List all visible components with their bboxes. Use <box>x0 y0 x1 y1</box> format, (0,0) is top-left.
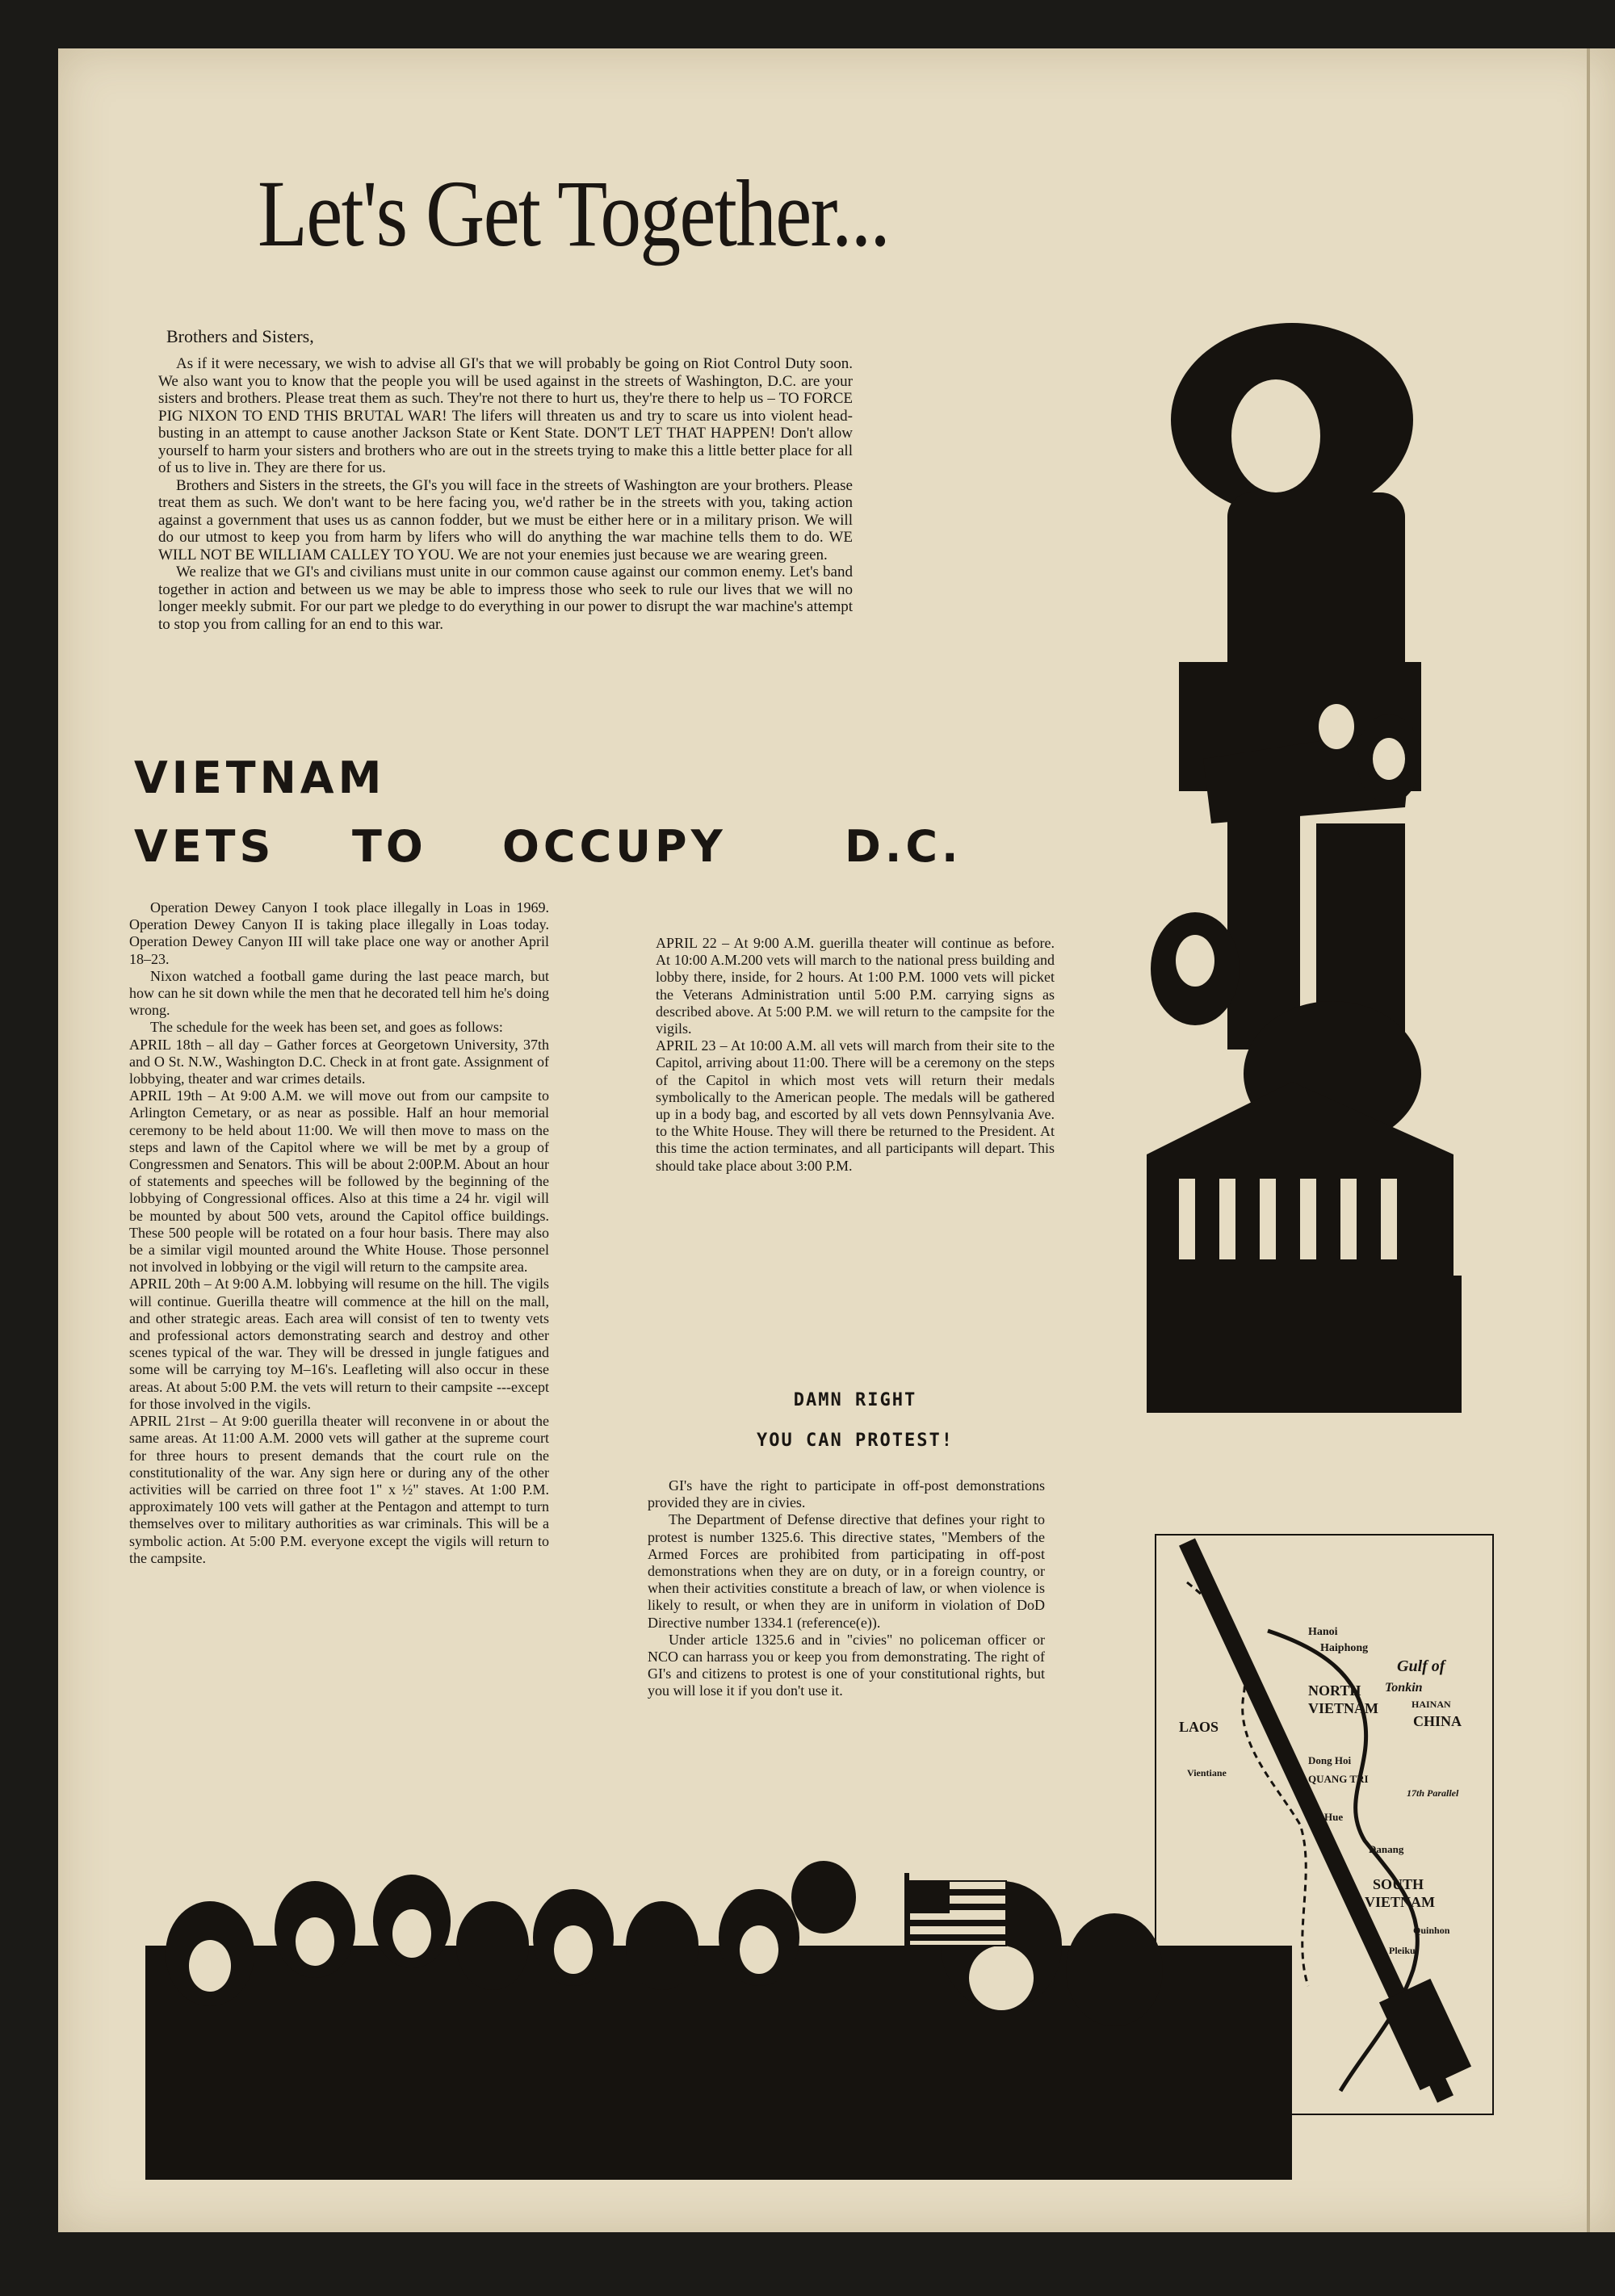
page-fold <box>1587 48 1590 2232</box>
letter-paragraph: Brothers and Sisters in the streets, the GI's you will face in the streets of Washington are your brothers. Please treat them as such. We don't want to be here facing you, we'd rather be in the streets with you, taking action against a government that uses us as cannon fodder, but we must be either here or in a military prison. We will do our utmost to keep you from harm by lifers who will do anything the war machine tells them to do. WE WILL NOT BE WILLIAM CALLEY TO YOU. We are not your enemies just because we are wearing green. <box>158 476 853 564</box>
map-label: Quinhon <box>1413 1925 1450 1936</box>
map-label: VIETNAM <box>1365 1894 1436 1910</box>
article-paragraph: Operation Dewey Canyon I took place illegally in Loas in 1969. Operation Dewey Canyon II is taking place illegally in Loas today. Operation Dewey Canyon III will take place one way or another April 18–23. <box>129 899 549 967</box>
map-label: Vientiane <box>1187 1767 1227 1779</box>
map-label: HAINAN <box>1412 1699 1451 1710</box>
schedule-entry: APRIL 20th – At 9:00 A.M. lobbying will resume on the hill. The vigils will continue. Guerilla theatre will commence at the hill on the mall, and other strategic areas. Each area will consist of ten to twenty vets and professional actors demonstrating search and destroy and other scenes typical of the war. They will be dressed in jungle fatigues and some will be carrying toy M–16's. Leafleting will also occur in these areas. At about 5:00 P.M. the vets will return to their campsite ---except for those involved in the vigils. <box>129 1276 549 1412</box>
headline-word: D.C. <box>845 821 963 872</box>
schedule-entry: APRIL 21rst – At 9:00 guerilla theater will reconvene in or about the same areas. At 11:00 A.M. 2000 vets will gather at the supreme court for three hours to present demands that the court rule on the constitutionality of the war. Any sign here or during any of the other activities will be carried on three foot 1" x ½" staves. At 1:00 P.M. approximately 100 vets will gather at the Pentagon and attempt to turn themselves over to military authorities as war criminals. This will be a symbolic action. At 5:00 P.M. everyone except the vigils will return to the campsite. <box>129 1413 549 1566</box>
protest-paragraph: Under article 1325.6 and in "civies" no policeman officer or NCO can harrass you or keep you from demonstrating. The right of GI's and citizens to protest is one of your constitutional rights, but you will lose it if you don't use it. <box>648 1631 1045 1699</box>
map-label: Haiphong <box>1320 1642 1369 1654</box>
map-label: Hanoi <box>1308 1626 1338 1638</box>
schedule-entry: APRIL 18th – all day – Gather forces at Georgetown University, 37th and O St. N.W., Washington D.C. Check in at front gate. Assignment of lobbying, theater and war crimes details. <box>129 1036 549 1087</box>
protest-column <box>648 1477 1045 1700</box>
veteran-head <box>456 1901 529 1990</box>
headline-word: OCCUPY <box>502 821 727 872</box>
protest-paragraph: The Department of Defense directive that defines your right to protest is number 1325.6. This directive states, "Members of the Armed Forces are prohibited from participating in off-post demonstrations when they are on duty, or in a foreign country, or when their activities constitute a breach of law, or when violence is likely to result, or when they are in uniform in violation of DoD Directive number 1334.1 (reference(e)). <box>648 1511 1045 1631</box>
schedule-entry: APRIL 19th – At 9:00 A.M. we will move out from our campsite to Arlington Cemetary, or as near as possible. Half an hour memorial ceremony to be held about 11:00. We will then move to mass on the steps and lawn of the Capitol where we will be met by a group of Congressmen and Senators. This will be about 2:00P.M. About an hour of statements and speeches will be followed by the beginning of the lobbying of Congressional offices. Also at this time a 24 hr. vigil will be mounted by about 500 vets, around the Capitol office buildings. These 500 people will be rotated on a four hour basis. There may also be a similar vigil mounted around the White House. Those personnel not involved in lobbying or the vigil will return to the campsite area. <box>129 1087 549 1276</box>
article-headline-line1: VIETNAM <box>134 752 386 803</box>
map-label: NORTH <box>1308 1682 1361 1699</box>
map-label: VIETNAM <box>1308 1700 1379 1716</box>
letter-paragraph: We realize that we GI's and civilians must unite in our common cause against our common enemy. Let's band together in action and between us we may be able to impress those who seek to rule our lives that we will no longer meekly submit. For our part we pledge to do everything in our power to disrupt the war machine's attempt to stop you from calling for an end to this war. <box>158 564 853 633</box>
map-label: 17th Parallel <box>1407 1787 1459 1799</box>
veteran-head <box>626 1901 698 1990</box>
letter-salutation: Brothers and Sisters, <box>166 326 314 346</box>
bottom-photo-montage <box>145 1857 1454 2180</box>
photo-collage <box>1130 307 1478 1566</box>
map-label: CHINA <box>1413 1713 1462 1729</box>
map-label: Hue <box>1324 1811 1344 1823</box>
map-label: Danang <box>1369 1843 1404 1855</box>
article-paragraph: The schedule for the week has been set, and goes as follows: <box>150 1019 503 1036</box>
map-label: Pleiku <box>1389 1945 1416 1956</box>
map-label: SOUTH <box>1373 1876 1424 1892</box>
map-label: Tonkin <box>1385 1681 1423 1695</box>
map-label: Gulf of <box>1397 1657 1445 1675</box>
rally-crowd-photo <box>1147 1276 1462 1413</box>
letter-paragraph: As if it were necessary, we wish to advise all GI's that we will probably be going on Riot Control Duty soon. We also want you to know that the people you will be used against in the streets of Washington, D.C. are your sisters and brothers. Please treat them as such. They're not there to hurt us, they're there to help us – TO FORCE PIG NIXON TO END THIS BRUTAL WAR! The lifers will threaten us and try to scare us into violent head-busting in an attempt to cause another Jackson State or Kent State. DON'T LET THAT HAPPEN! Don't allow yourself to harm your sisters and brothers who are out in the streets trying to make this a little better place for all of us to live in. They are there for us. <box>158 355 853 476</box>
map-label: QUANG TRI <box>1308 1773 1369 1785</box>
article-column-left <box>129 899 549 1567</box>
protest-heading-line2: YOU CAN PROTEST! <box>757 1431 954 1451</box>
protest-paragraph: GI's have the right to participate in off-post demonstrations provided they are in civies. <box>648 1477 1045 1511</box>
american-flag <box>909 1881 1006 1946</box>
schedule-entry: APRIL 23 – At 10:00 A.M. all vets will march from their site to the Capitol, arriving about 11:00. There will be a ceremony on the steps of the Capitol in which most vets will return their medals symbolically to the American people. The medals will be gathered up in a body bag, and escorted by all vets down Pennsylvania Ave. to the White House. They will there be returned to the President. At this time the action terminates, and all participants will depart. This should take place about 3:00 P.M. <box>656 1037 1055 1174</box>
letter-body <box>158 355 853 633</box>
veteran-head <box>791 1861 856 1934</box>
article-column-right <box>656 935 1055 1175</box>
map-label: Dong Hoi <box>1308 1754 1352 1766</box>
article-paragraph: Nixon watched a football game during the last peace march, but how can he sit down while the men that he decorated tell him he's doing wrong. <box>129 967 549 1019</box>
protest-heading-line1: DAMN RIGHT <box>793 1390 917 1410</box>
map-label: LAOS <box>1179 1719 1219 1735</box>
headline-word: TO <box>352 821 427 872</box>
page-title: Let's Get Together... <box>257 161 890 266</box>
veteran-head <box>1066 1913 1163 2026</box>
schedule-entry: APRIL 22 – At 9:00 A.M. guerilla theater will continue as before. At 10:00 A.M.200 vets will march to the national press building and lobby there, inside, for 2 hours. At 1:00 P.M. 1000 vets will picket the Veterans Administration until 5:00 P.M. carrying signs as described above. At 5:00 P.M. we will return to the campsite for the vigils. <box>656 935 1055 1037</box>
headline-word: VETS <box>134 821 275 872</box>
